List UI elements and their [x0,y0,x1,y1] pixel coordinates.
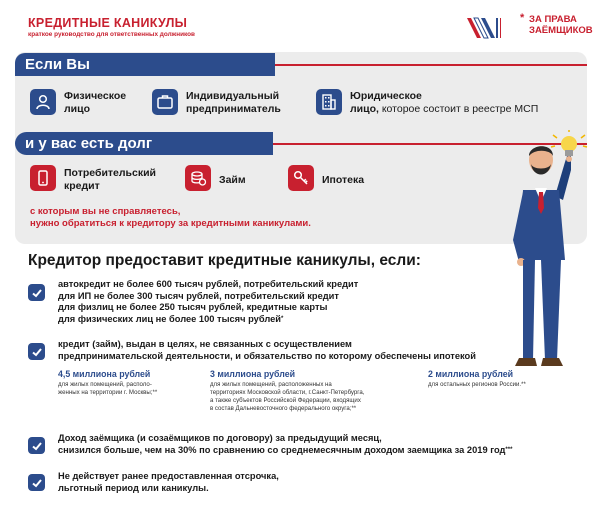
page-title: КРЕДИТНЫЕ КАНИКУЛЫ [28,16,188,30]
condition-income-drop: Доход заёмщика (и созаёмщиков по договору) за предыдущий месяц, снизился больше, чем на 30% по сравнению со среднемесячным доходом заемщика за 2019 год*** [58,433,513,455]
asterisk-icon: * [520,12,525,24]
logo-text-line1: ЗА ПРАВА [529,14,577,25]
region-desc-moscow: для жилых помещений, располо- женных на территории г. Москвы;** [58,381,158,396]
building-icon [316,89,342,115]
person-icon [30,89,56,115]
region-desc-mo-spb: для жилых помещений, расположенных на территориях Московской области, г.Санкт-Петербурга, а также субъектов Российской Федерации, входящих в состав Дальневосточного федерального округа;** [210,381,365,412]
item-loan: Займ [219,174,246,186]
check-icon [28,284,45,301]
conditions-heading: Кредитор предоставит кредитные каникулы, если: [28,252,421,269]
region-amount-mo-spb: 3 миллиона рублей [210,369,295,379]
region-desc-other: для остальных регионов России.** [428,381,526,388]
header [0,0,600,48]
key-icon [288,165,314,191]
condition-mortgage: кредит (займ), выдан в целях, не связанных с осуществлением предпринимательской деятельности, и обязательство по которому обеспечены ипотекой [58,339,476,361]
check-icon [28,343,45,360]
divider-line [275,64,587,66]
item-individual: Физическое лицо [64,90,127,115]
section-debt-title: и у вас есть долг [15,132,273,155]
check-icon [28,437,45,454]
region-amount-other: 2 миллиона рублей [428,369,513,379]
za-prava-logo [520,12,593,43]
page-subtitle: краткое руководство для ответственных должников [28,31,195,38]
onf-logo [463,14,509,42]
coins-icon [185,165,211,191]
phone-icon [30,165,56,191]
logo-text-line2: ЗАЁМЩИКОВ [529,25,593,36]
section-if-title: Если Вы [15,53,275,76]
condition-no-prior-deferral: Не действует ранее предоставленная отсрочка, льготный период или каникулы. [58,471,279,493]
debt-note: с которым вы не справляетесь, нужно обратиться к кредитору за кредитными каникулами. [30,206,311,229]
item-entrepreneur: Индивидуальный предприниматель [186,90,281,115]
onf-logo-icon [463,14,509,42]
item-consumer-credit: Потребительский кредит [64,167,157,192]
check-icon [28,474,45,491]
item-legal-entity: Юридическое лицо, которое состоит в реестре МСП [350,90,539,115]
businessman-illustration [505,130,595,380]
item-mortgage: Ипотека [322,174,365,186]
briefcase-icon [152,89,178,115]
condition-credit-limits: автокредит не более 600 тысяч рублей, потребительский кредит для ИП не более 300 тысяч рублей, потребительский кредит для физлиц не более 250 тысяч рублей, кредитные карты для физических лиц не более 100 тысяч рублей* [58,279,359,324]
region-amount-moscow: 4,5 миллиона рублей [58,369,151,379]
